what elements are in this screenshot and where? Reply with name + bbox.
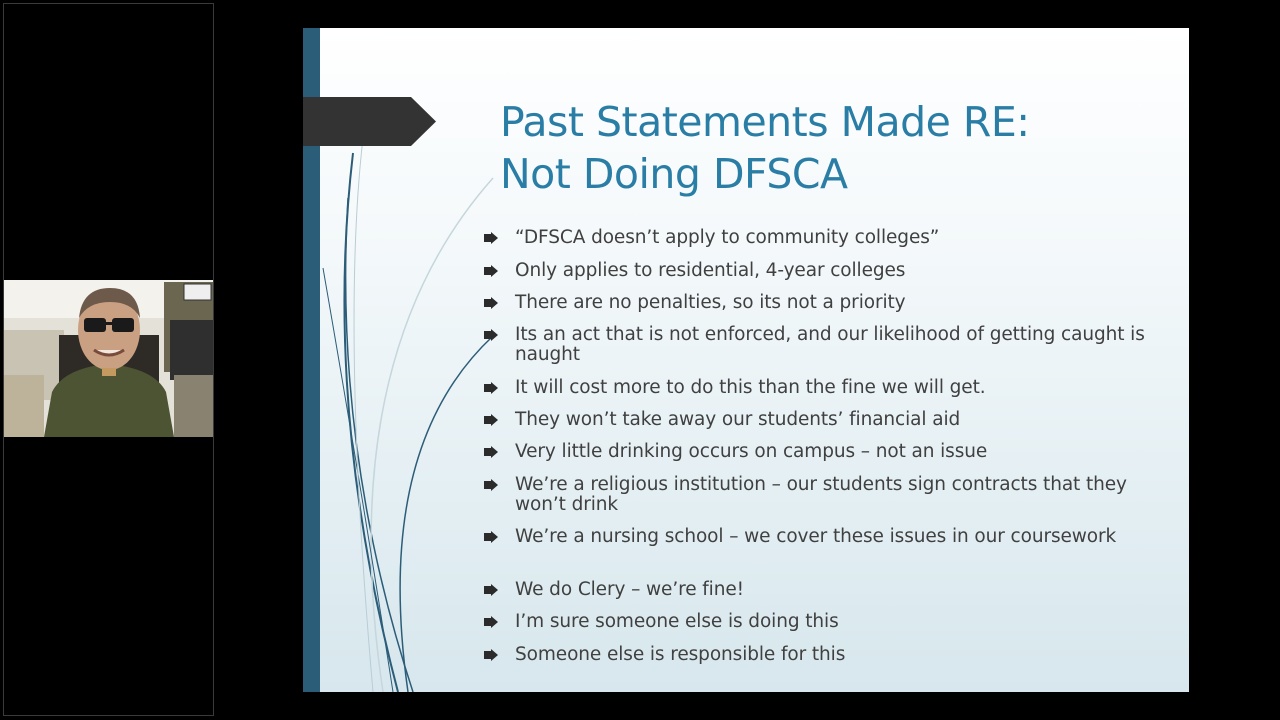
right-pointing-hand-icon [483,264,499,278]
presenter-video [4,280,213,437]
bullet-text: We’re a nursing school – we cover these issues in our coursework [515,526,1117,547]
right-pointing-hand-icon [483,231,499,245]
right-pointing-hand-icon [483,296,499,310]
right-pointing-hand-icon [483,530,499,544]
bullet-text: We’re a religious institution – our students sign contracts that they won’t drink [515,474,1127,515]
bullet-text: There are no penalties, so its not a priority [515,292,906,313]
bullet-item [483,527,1155,547]
bullet-item [483,645,1155,665]
bullet-text: It will cost more to do this than the fine we will get. [515,377,986,398]
right-pointing-hand-icon [483,445,499,459]
bullet-item [483,475,1155,515]
right-pointing-hand-icon [483,381,499,395]
webcam-feed [4,280,213,437]
slide-title-line-1: Past Statements Made RE: [500,98,1030,146]
bullet-item [483,228,1155,248]
bullet-item [483,580,1155,600]
bullet-item [483,261,1155,281]
bullet-text: Very little drinking occurs on campus – not an issue [515,441,988,462]
right-pointing-hand-icon [483,583,499,597]
right-pointing-hand-icon [483,328,499,342]
title-arrow-shape [303,97,436,146]
slide-title [500,96,1160,200]
bullet-text: They won’t take away our students’ financial aid [515,409,961,430]
bullet-item [483,325,1155,365]
bullet-text: Someone else is responsible for this [515,644,846,665]
bullet-item [483,442,1155,462]
right-pointing-hand-icon [483,648,499,662]
bullet-text: Only applies to residential, 4-year colleges [515,260,906,281]
bullet-text: I’m sure someone else is doing this [515,611,839,632]
right-pointing-hand-icon [483,478,499,492]
bullet-item [483,612,1155,632]
bullet-item [483,410,1155,430]
right-pointing-hand-icon [483,615,499,629]
bullet-text: Its an act that is not enforced, and our likelihood of getting caught is naught [515,324,1145,365]
bullet-item [483,293,1155,313]
bullet-text: We do Clery – we’re fine! [515,579,744,600]
bullet-item [483,378,1155,398]
slide-title-line-2: Not Doing DFSCA [500,150,848,198]
right-pointing-hand-icon [483,413,499,427]
bullet-text: “DFSCA doesn’t apply to community colleges” [515,227,940,248]
presentation-slide [303,28,1189,692]
